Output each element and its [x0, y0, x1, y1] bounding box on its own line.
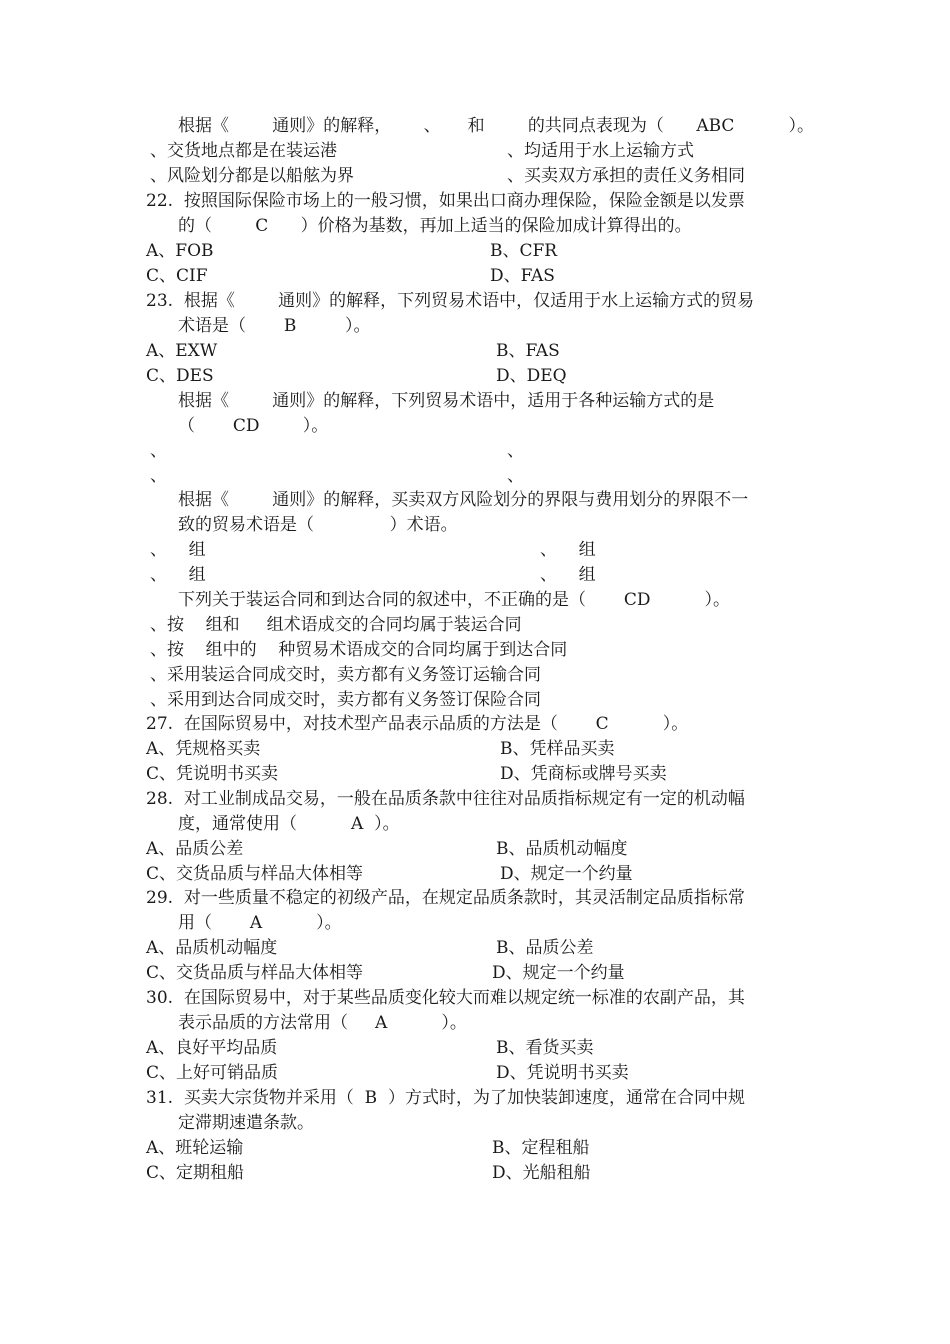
- question-25: 根据《 通则》的解释，买卖双方风险划分的界限与费用划分的界限不一: [178, 490, 749, 510]
- question-29: 29. 对一些质量不稳定的初级产品，在规定品质条款时，其灵活制定品质指标常: [146, 888, 745, 908]
- option-b: B、凭样品买卖: [500, 739, 615, 759]
- option-a: A、良好平均品质: [146, 1038, 278, 1058]
- option-d: D、凭商标或牌号买卖: [500, 764, 667, 784]
- option-b: B、定程租船: [492, 1138, 590, 1158]
- option-b: 、按 组中的 种贸易术语成交的合同均属于到达合同: [150, 640, 568, 660]
- option-b: B、看货买卖: [496, 1038, 594, 1058]
- option-c: C、交货品质与样品大体相等: [146, 963, 364, 983]
- option-a: 、 组: [150, 540, 206, 560]
- option-d: 、 组: [540, 565, 596, 585]
- option-c: C、凭说明书买卖: [146, 764, 279, 784]
- option-d: D、规定一个约量: [492, 963, 625, 983]
- question-31: 31. 买卖大宗货物并采用（ B ）方式时，为了加快装卸速度，通常在合同中规: [146, 1088, 745, 1108]
- option-d: D、FAS: [490, 266, 555, 286]
- question-26: 下列关于装运合同和到达合同的叙述中，不正确的是（ CD ）。: [178, 590, 731, 610]
- option-c: 、风险划分都是以船舷为界: [150, 166, 354, 186]
- option-b: B、品质机动幅度: [496, 839, 628, 859]
- question-29-cont: 用（ A ）。: [178, 913, 342, 933]
- question-28-cont: 度，通常使用（ A ）。: [178, 814, 400, 834]
- question-22: 22. 按照国际保险市场上的一般习惯，如果出口商办理保险，保险金额是以发票: [146, 191, 745, 211]
- question-22-cont: 的（ C ）价格为基数，再加上适当的保险加成计算得出的。: [178, 216, 692, 236]
- question-27: 27. 在国际贸易中，对技术型产品表示品质的方法是（ C ）。: [146, 714, 689, 734]
- option-d: D、凭说明书买卖: [496, 1063, 629, 1083]
- option-a: A、EXW: [146, 341, 218, 361]
- option-d: 、买卖双方承担的责任义务相同: [507, 166, 745, 186]
- question-24: 根据《 通则》的解释，下列贸易术语中，适用于各种运输方式的是: [178, 391, 715, 411]
- question-23-cont: 术语是（ B ）。: [178, 316, 371, 336]
- option-a: 、交货地点都是在装运港: [150, 141, 337, 161]
- option-c: 、采用装运合同成交时，卖方都有义务签订运输合同: [150, 665, 541, 685]
- option-b: 、: [507, 441, 524, 461]
- question-25-cont: 致的贸易术语是（ ）术语。: [178, 515, 458, 535]
- option-d: D、光船租船: [492, 1163, 591, 1183]
- question-30-cont: 表示品质的方法常用（ A ）。: [178, 1013, 467, 1033]
- option-c: 、 组: [150, 565, 206, 585]
- option-c: C、DES: [146, 366, 214, 386]
- option-c: 、: [150, 466, 167, 486]
- option-b: B、品质公差: [496, 938, 594, 958]
- question-23: 23. 根据《 通则》的解释，下列贸易术语中，仅适用于水上运输方式的贸易: [146, 291, 755, 311]
- option-b: 、均适用于水上运输方式: [507, 141, 694, 161]
- option-c: C、交货品质与样品大体相等: [146, 864, 364, 884]
- option-a: A、班轮运输: [146, 1138, 244, 1158]
- question-31-cont: 定滞期速遣条款。: [178, 1113, 314, 1133]
- option-c: C、CIF: [146, 266, 208, 286]
- option-a: A、品质公差: [146, 839, 244, 859]
- option-a: A、凭规格买卖: [146, 739, 261, 759]
- option-b: 、 组: [540, 540, 596, 560]
- question-24-cont: （ CD ）。: [178, 416, 329, 436]
- option-b: B、FAS: [496, 341, 560, 361]
- option-c: C、上好可销品质: [146, 1063, 279, 1083]
- option-a: 、按 组和 组术语成交的合同均属于装运合同: [150, 615, 522, 635]
- option-a: A、FOB: [146, 241, 214, 261]
- option-a: 、: [150, 441, 167, 461]
- option-d: D、规定一个约量: [500, 864, 633, 884]
- option-d: 、采用到达合同成交时，卖方都有义务签订保险合同: [150, 690, 541, 710]
- question-30: 30. 在国际贸易中，对于某些品质变化较大而难以规定统一标准的农副产品，其: [146, 988, 745, 1008]
- question-28: 28. 对工业制成品交易，一般在品质条款中往往对品质指标规定有一定的机动幅: [146, 789, 745, 809]
- question-text: 根据《 通则》的解释， 、 和 的共同点表现为（ ABC ）。: [178, 116, 814, 136]
- option-d: 、: [507, 466, 524, 486]
- option-c: C、定期租船: [146, 1163, 245, 1183]
- option-d: D、DEQ: [496, 366, 567, 386]
- option-b: B、CFR: [490, 241, 558, 261]
- option-a: A、品质机动幅度: [146, 938, 278, 958]
